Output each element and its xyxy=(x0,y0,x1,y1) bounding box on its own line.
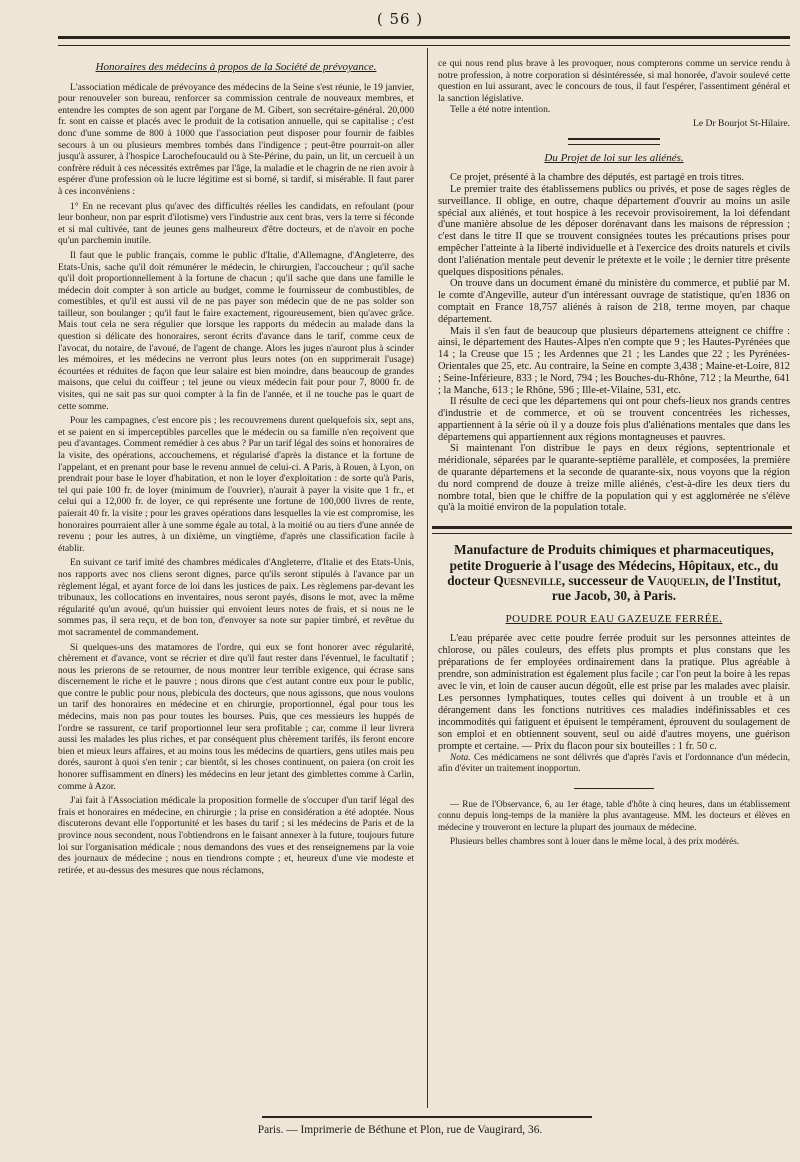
paragraph: Le premier traite des établissemens publics ou privés, et pose de sages règles de surveillance. Il oblige, en outre, chaque département d'ouvrir au moins un asile spécial aux aliénés, et tout hospice à les recevoir provisoirement, la loi défendant d'une manière absolue de les déposer dorénavant dans les maisons de répression ; c'est dans le titre II que se trouvent consignées toutes les précautions prises pour empêcher l'atteinte à la liberté individuelle et à l'exercice des droits naturels et civils dont l'aliénation mentale peut devenir le prétexte et le voile ; le dernier titre présente quelques dispositions pénales. xyxy=(438,183,790,278)
column-divider xyxy=(427,48,428,1108)
notice-separator xyxy=(574,788,654,789)
notice-chambres: Plusieurs belles chambres sont à louer dans le même local, à des prix modérés. xyxy=(450,835,740,846)
paragraph: L'association médicale de prévoyance des médecins de la Seine s'est réunie, le 19 janvier, pour renouveler son bureau, renforcer sa commission centrale de nouveaux membres, et entendre les comptes de son agent par l'organe de M. Gibert, son secrétaire-général. 20,000 fr. sont en caisse et placés avec le produit de la cotisation annuelle, qui se capitalise ; c'est donc d'une somme de 800 à 1000 que l'association peut disposer pour fournir de faibles secours à un ou plusieurs membres tombés dans l'indigence ; peut-être pourrait-on aller jusqu'à assurer, à l'hospice Larochefoucauld ou à Ste-Périne, du pain, un lit, un cercueil à un confrère réduit à ces nécessités extrêmes par l'âge, la maladie et le chagrin de ne rien avoir à espérer d'une profession où le lucre légitime est si borné, si tardif, si misérable. Il faut parer à ces inconvéniens : xyxy=(58,81,414,197)
paragraph: Il faut que le public français, comme le public d'Italie, d'Allemagne, d'Angleterre, des Etats-Unis, sache qu'il doit rémunérer le médecin, le chirurgien, l'accoucheur ; qu'il sache qu'il doit proportionnellement à la fortune de chacun ; qu'il sache que dans une famille le médecin doit compter à son article au budget, comme le fournisseur de combustibles, de comestibles, et qu'il est aussi vil de ne pas payer son médecin que de ne pas solder son tailleur, son boulanger ; qu'il faut le faire exactement, rigoureusement, bien qu'avec grâce. Mais tout cela ne sera régulier que lorsque les rapports du médecin au malade dans la question si délicate des honoraires, seront écrits d'avance dans le tarif, comme ceux de l'avocat, du notaire, de l'avoué, de l'agent de change. Alors les juges n'auront plus à scinder les mémoires, et les médecins ne verront plus leurs notes (on en supprimerait l'usage) écourtées et réduites de façon que leur salaire est bien moindre, dans beaucoup de grandes maisons, que celui du coiffeur ; tel jeune ou vieux médecin fait pour pour 7, 8000 fr. de visites, qui ne sait pas sur quoi compter à la fin de l'année, et il ne touche pas le quart de cette somme. xyxy=(58,249,414,412)
notice-table-dhote: — Rue de l'Observance, 6, au 1er étage, table d'hôte à cinq heures, dans un établissement connu depuis long-temps de la manière la plus avantageuse. MM. les docteurs et élèves en médecine y trouveront en lecture la plupart des journaux de médecine. xyxy=(438,798,790,832)
advertisement-title: Manufacture de Produits chimiques et pharmaceutiques, petite Droguerie à l'usage des Médecins, Hôpitaux, etc., du docteur Quesneville, successeur de Vauquelin, de l'Institut, rue Jacob, 30, à Paris. xyxy=(447,542,781,604)
paragraph: Ce projet, présenté à la chambre des députés, est partagé en trois titres. xyxy=(450,172,745,184)
left-column xyxy=(58,58,414,876)
advertisement-rule xyxy=(432,526,792,534)
right-column xyxy=(438,58,790,847)
section-separator xyxy=(568,138,660,145)
top-rule xyxy=(58,36,790,46)
paragraph: On trouve dans un document émané du ministère du commerce, et publié par M. le comte d'Angeville, auteur d'un intéressant ouvrage de statistique, qu'en 1836 on comptait en France 18,757 aliénés à raison de 218, terme moyen, par chaque département. xyxy=(438,278,790,325)
intention-line: Telle a été notre intention. xyxy=(450,104,551,116)
printer-imprint: Paris. — Imprimerie de Béthune et Plon, rue de Vaugirard, 36. xyxy=(257,1124,543,1136)
paragraph: J'ai fait à l'Association médicale la proposition formelle de s'occuper d'un tarif légal des frais et honoraires en médecine, en chirurgie ; la prise en considération a été adoptée. Nous discuterons devant elle l'opportunité et les bases du tarif ; si les médecins de Paris et de la province nous secondent, nous l'obtiendrons en le faisant annexer à la future, toujours future loi sur l'organisation médicale ; nous demandons des vues et des renseignemens par la voie des journaux de médecine ; nous en tiendrons compte ; et, heureux d'une vie modeste et retirée, et au-dessus des mesures que nous réclamons, xyxy=(58,795,414,876)
page-number: ( 56 ) xyxy=(376,10,424,28)
doctor-name: Quesneville xyxy=(493,573,562,589)
predecessor-name: Vauquelin xyxy=(647,573,706,589)
signature: Le Dr Bourjot St-Hilaire. xyxy=(693,117,790,129)
paragraph: Si maintenant l'on distribue le pays en deux régions, septentrionale et méridionale, séparées par le quarante-septième parallèle, et composées, la première de quarante départemens et la seconde de quarante-six, nous voyons que la région du nord comprend de douze à treize mille aliénés, c'est-à-dire les deux tiers du nombre total, bien que le chiffre de la population qui y est agglomérée ne s'élève qu'à la moitié environ de la population totale. xyxy=(438,443,790,514)
continuation-paragraph: ce qui nous rend plus brave à les provoquer, nous compterons comme un service rendu à notre profession, à notre corporation si désintéressée, si mal honorée, d'avoir soulevé cette question en lui assurant, avec le concours de tous, il faut l'espérer, l'assentiment général et la sanction législative. xyxy=(438,58,790,104)
advertisement-body: L'eau préparée avec cette poudre ferrée produit sur les personnes atteintes de chlorose, ou pâles couleurs, des effets plus prompts et plus constans que les préparations de fer employées ordinairement dans la pratique. Plus agréable à prendre, son administration est également plus facile ; car l'on peut la boire à les repas avec le vin, et loin de causer aucun dégoût, elle est prise par les malades avec plaisir. Les personnes lymphatiques, toutes celles qui doivent à un trouble et à un dérangement dans les fonctions nutritives ces maladies indéfinissables et ces incommodités qui fatiguent et épuisent le tempérament, éprouvent du soulagement de son emploi et en obtiennent souvent, seul ou aidé d'autres moyens, une guérison prompte et certaine. — Prix du flacon pour six bouteilles : 1 fr. 50 c. xyxy=(438,633,790,752)
nota-note: Nota. Ces médicamens ne sont délivrés que d'après l'avis et l'ordonnance d'un médecin, afin d'éviter un traitement inopportun. xyxy=(438,752,790,775)
paragraph: Si quelques-uns des matamores de l'ordre, qui eux se font honorer avec régularité, chèrement et d'avance, vont se récrier et dire qu'il faut rester dans l'éventuel, le facultatif ; nous les prierons de se retourner, de nous montrer leur terrible exigence, qui écrase sans discernement le riche et le pauvre ; nous dirons que c'est autant contre eux pour le public, que contre le public pour nous, plebicula des docteurs, que nous agissons, que nous voulons un tarif des honoraires en médecine et en chirurgie, proportionnel, égal pour tous les médecins, mais non pas pour toutes les bourses. Puis, que ces messieurs les huppés de l'ordre se rassurent, ce tarif proportionnel leur sera profitable ; car, comme il leur livrera aussi les malades les plus riches, et par conséquent plus chèrement tarifés, ils feront encore bien et mieux leurs affaires, et au moins tous les médecins de quartiers, gens utiles mais peu dorés, sauront à quoi s'en tenir ; car bientôt, si les choses continuent, on paiera (on croit les honorer suffisamment en dîners) les médecins en leur jetant des gimblettes comme à Carlin, comme à Azor. xyxy=(58,641,414,792)
footer-rule xyxy=(262,1116,592,1118)
paragraph: Mais il s'en faut de beaucoup que plusieurs départemens atteignent ce chiffre : ainsi, le département des Hautes-Alpes n'en compte que 9 ; les Hautes-Pyrénées que 14 ; la Creuse que 15 ; les Ardennes que 21 ; les Landes que 22 ; les Pyrénées-Orientales que 25, etc. Au contraire, la Seine en compte 3,438 ; Maine-et-Loire, 812 ; Seine-Inférieure, 833 ; le Nord, 794 ; les Bouches-du-Rhône, 712 ; la Meurthe, 641 ; la Manche, 613 ; le Rhône, 596 ; Ille-et-Vilaine, 531, etc. xyxy=(438,325,790,396)
article-heading-projet: Du Projet de loi sur les aliénés. xyxy=(544,151,684,164)
paragraph: Il résulte de ceci que les départemens qui ont pour chefs-lieux nos grands centres d'industrie et de commerce, et où se trouvent concentrées les richesses, appartiennent à la série où il y a douze fois plus d'aliénations mentales que dans les départemens qui appartiennent aux régions montagneuses et pauvres. xyxy=(438,396,790,443)
paragraph: 1° En ne recevant plus qu'avec des difficultés réelles les candidats, en refoulant (pour leur bonheur, non par esprit d'ilotisme) vers l'industrie aux cent bras, vers la terre si féconde et si mal cultivée, tant de jeunes gens malheureux d'être docteurs, et de n'avoir en poche qu'un parchemin inutile. xyxy=(58,200,414,247)
product-name: POUDRE POUR EAU GAZEUZE FERRÉE. xyxy=(505,612,723,625)
paragraph: Pour les campagnes, c'est encore pis ; les recouvremens durent quelquefois six, sept ans, et se paient en si imperceptibles parcelles que le médecin ou sa famille n'en reçoivent que peu d'avantages. Comment remédier à ces abus ? Par un tarif légal des soins et honoraires de la visite, des opérations, accouchemens, et régularisé d'après la distance et la fortune de l'appelant, et en prenant pour base le revenu annuel de celui-ci. A Paris, à Rouen, à Lyon, on prendrait pour base le loyer d'habitation, et non le loyer d'exploitation : de sorte qu'à Paris, tel qui paie 100 fr. de loyer (minimum de l'ouvrier), n'aurait à payer la visite que 1 fr., et celui qui a 12,000 fr. de loyer, ce qui représente une fortune de 100,000 livres de rente, paierait 40 fr. la visite ; pour les graves opérations dans lesquelles la vie est compromise, les honoraires pourraient aller à une somme égale au total, à la moitié ou au tiers d'une année de revenu ; pour les autres, à un dixième, un vingtième, d'après une classification facile à établir. xyxy=(58,415,414,554)
article-heading-honoraires: Honoraires des médecins à propos de la Société de prévoyance. xyxy=(95,61,377,73)
paragraph: En suivant ce tarif imité des chambres médicales d'Angleterre, d'Italie et des Etats-Unis, nos rapports avec nos cliens seront dignes, parce qu'ils seront stipulés à l'avance par un règlement légal, et ayant force de loi dans les justices de paix. Les règlemens par-devant les tribunaux, les collocations en inventaires, nous seront payés, disons le mot, avec la même régularité qu'un avoué, qu'un huissier qui envoient leurs notes de frais, et si nous ne le sommes pas, il sera reçu, et de bon ton, d'envoyer sa note sur papier timbré, et revêtue du mot sacramentel de commandement. xyxy=(58,557,414,638)
